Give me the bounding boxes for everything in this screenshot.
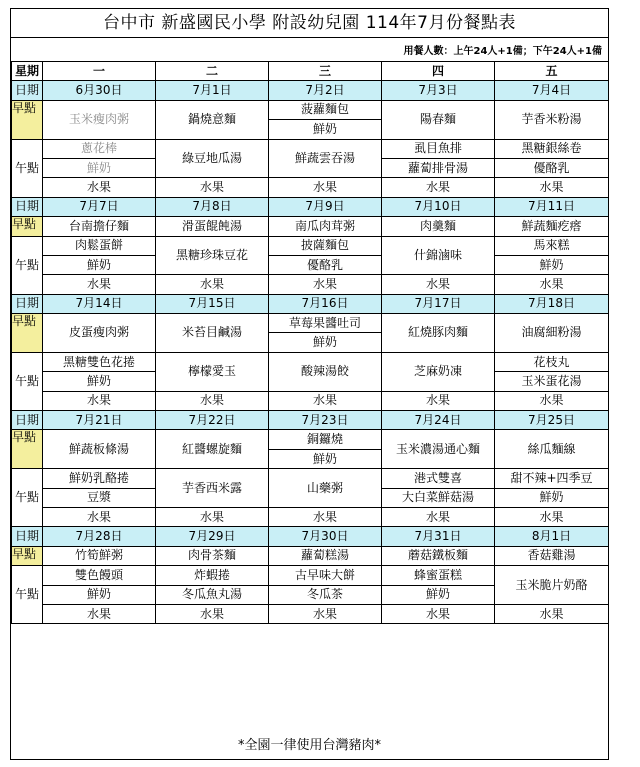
- lunch-item: 優酪乳: [269, 255, 382, 274]
- lunch-item: 水果: [495, 507, 609, 526]
- weekday-header-row: [12, 62, 609, 81]
- lunch-item: 港式雙喜: [382, 469, 495, 488]
- breakfast-label: 早點: [12, 217, 43, 236]
- lunch-item: 水果: [43, 604, 156, 623]
- lunch-item: 水果: [382, 391, 495, 410]
- weekday-label: 星期: [12, 62, 43, 81]
- lunch-item: 芋香西米露: [156, 469, 269, 508]
- menu-sheet: [10, 8, 609, 760]
- lunch-item: 酸辣湯餃: [269, 352, 382, 391]
- lunch-row: [12, 507, 609, 526]
- date-cell: 7月1日: [156, 81, 269, 100]
- breakfast-label: 早點: [12, 314, 43, 353]
- breakfast-item: 紅燒豚肉麵: [382, 314, 495, 353]
- lunch-item: 冬瓜魚丸湯: [156, 585, 269, 604]
- lunch-item: 芝麻奶凍: [382, 352, 495, 391]
- lunch-item: 水果: [269, 275, 382, 294]
- date-cell: 7月25日: [495, 411, 609, 430]
- lunch-item: 鮮奶: [43, 255, 156, 274]
- date-cell: 7月16日: [269, 294, 382, 313]
- breakfast-item: 蘑菇鐵板麵: [382, 546, 495, 565]
- breakfast-item: 米苔目鹹湯: [156, 314, 269, 353]
- lunch-item: 水果: [156, 604, 269, 623]
- lunch-item: 虱目魚排: [382, 139, 495, 158]
- lunch-label: 午點: [12, 236, 43, 294]
- lunch-item: 水果: [269, 604, 382, 623]
- breakfast-item: 鮮蔬麵疙瘩: [495, 217, 609, 236]
- lunch-item: 水果: [495, 275, 609, 294]
- lunch-row: [12, 275, 609, 294]
- lunch-item: 玉米脆片奶酪: [495, 566, 609, 605]
- date-cell: 8月1日: [495, 527, 609, 546]
- date-cell: 7月23日: [269, 411, 382, 430]
- breakfast-item: 皮蛋瘦肉粥: [43, 314, 156, 353]
- date-cell: 7月3日: [382, 81, 495, 100]
- date-label: 日期: [12, 81, 43, 100]
- date-row: [12, 527, 609, 546]
- lunch-item: 鮮奶乳酪捲: [43, 469, 156, 488]
- lunch-item: 肉鬆蛋餅: [43, 236, 156, 255]
- lunch-item: 水果: [382, 507, 495, 526]
- lunch-item: 優酪乳: [495, 158, 609, 177]
- lunch-item: 披薩麵包: [269, 236, 382, 255]
- date-cell: 7月21日: [43, 411, 156, 430]
- lunch-label: 午點: [12, 566, 43, 624]
- lunch-item: 什錦滷味: [382, 236, 495, 275]
- breakfast-item: 南瓜肉茸粥: [269, 217, 382, 236]
- breakfast-item: 鮮奶: [269, 333, 382, 352]
- lunch-item: 水果: [43, 178, 156, 197]
- breakfast-item: 鮮奶: [269, 449, 382, 468]
- lunch-item: 鮮奶: [495, 488, 609, 507]
- breakfast-item: 玉米瘦肉粥: [43, 100, 156, 139]
- lunch-item: 水果: [156, 178, 269, 197]
- lunch-item: 水果: [382, 275, 495, 294]
- lunch-item: 水果: [269, 507, 382, 526]
- footnote: *全園一律使用台灣豬肉*: [237, 738, 381, 753]
- lunch-item: 甜不辣+四季豆: [495, 469, 609, 488]
- date-cell: 7月30日: [269, 527, 382, 546]
- lunch-row: [12, 391, 609, 410]
- breakfast-item: 紅醬螺旋麵: [156, 430, 269, 469]
- weekday-tue: 二: [156, 62, 269, 81]
- date-label: 日期: [12, 294, 43, 313]
- lunch-item: 水果: [156, 275, 269, 294]
- menu-table: [11, 61, 609, 624]
- breakfast-item: 香菇雞湯: [495, 546, 609, 565]
- lunch-item: 水果: [43, 275, 156, 294]
- lunch-item: 黑糖雙色花捲: [43, 352, 156, 371]
- lunch-item: 鮮奶: [43, 158, 156, 177]
- lunch-row: [12, 352, 609, 371]
- lunch-item: 鮮奶: [43, 585, 156, 604]
- lunch-item: 水果: [269, 391, 382, 410]
- date-row: [12, 81, 609, 100]
- lunch-item: 雙色饅頭: [43, 566, 156, 585]
- lunch-item: 黑糖銀絲卷: [495, 139, 609, 158]
- lunch-item: 檸檬愛玉: [156, 352, 269, 391]
- breakfast-item: 菠蘿麵包: [269, 100, 382, 119]
- date-label: 日期: [12, 527, 43, 546]
- lunch-item: 山藥粥: [269, 469, 382, 508]
- lunch-label: 午點: [12, 469, 43, 527]
- breakfast-row: [12, 100, 609, 119]
- breakfast-label: 早點: [12, 546, 43, 565]
- breakfast-item: 蘿蔔糕湯: [269, 546, 382, 565]
- lunch-label: 午點: [12, 352, 43, 410]
- breakfast-item: 草莓果醬吐司: [269, 314, 382, 333]
- lunch-item: 炸蝦捲: [156, 566, 269, 585]
- lunch-item: 水果: [43, 507, 156, 526]
- date-cell: 7月9日: [269, 197, 382, 216]
- date-cell: 7月11日: [495, 197, 609, 216]
- lunch-item: 馬來糕: [495, 236, 609, 255]
- menu-table-body: [12, 62, 609, 624]
- lunch-label: 午點: [12, 139, 43, 197]
- breakfast-item: 絲瓜麵線: [495, 430, 609, 469]
- breakfast-item: 肉羹麵: [382, 217, 495, 236]
- breakfast-row: [12, 546, 609, 565]
- lunch-item: 綠豆地瓜湯: [156, 139, 269, 178]
- breakfast-label: 早點: [12, 430, 43, 469]
- date-row: [12, 294, 609, 313]
- lunch-item: 鮮蔬雲吞湯: [269, 139, 382, 178]
- lunch-item: 水果: [156, 391, 269, 410]
- breakfast-item: 鮮奶: [269, 120, 382, 139]
- breakfast-item: 滑蛋餛飩湯: [156, 217, 269, 236]
- breakfast-item: 陽春麵: [382, 100, 495, 139]
- meal-count: 用餐人數：上午24人+1備；下午24人+1備: [403, 46, 602, 57]
- breakfast-item: 油腐細粉湯: [495, 314, 609, 353]
- date-cell: 7月22日: [156, 411, 269, 430]
- breakfast-item: 竹筍鮮粥: [43, 546, 156, 565]
- lunch-row: [12, 236, 609, 255]
- lunch-item: 水果: [495, 178, 609, 197]
- breakfast-item: 銅鑼燒: [269, 430, 382, 449]
- lunch-row: [12, 566, 609, 585]
- breakfast-row: [12, 430, 609, 449]
- weekday-fri: 五: [495, 62, 609, 81]
- lunch-item: 水果: [382, 178, 495, 197]
- lunch-item: 水果: [495, 391, 609, 410]
- date-cell: 7月7日: [43, 197, 156, 216]
- breakfast-label: 早點: [12, 100, 43, 139]
- lunch-row: [12, 255, 609, 274]
- lunch-item: 鮮奶: [382, 585, 495, 604]
- weekday-wed: 三: [269, 62, 382, 81]
- lunch-item: 冬瓜茶: [269, 585, 382, 604]
- date-cell: 6月30日: [43, 81, 156, 100]
- lunch-item: 古早味大餅: [269, 566, 382, 585]
- breakfast-row: [12, 217, 609, 236]
- weekday-thu: 四: [382, 62, 495, 81]
- lunch-item: 蔥花棒: [43, 139, 156, 158]
- breakfast-item: 鮮蔬板條湯: [43, 430, 156, 469]
- lunch-item: 鮮奶: [495, 255, 609, 274]
- lunch-item: 花枝丸: [495, 352, 609, 371]
- date-cell: 7月17日: [382, 294, 495, 313]
- lunch-row: [12, 139, 609, 158]
- date-cell: 7月28日: [43, 527, 156, 546]
- lunch-item: 豆漿: [43, 488, 156, 507]
- lunch-item: 蘿蔔排骨湯: [382, 158, 495, 177]
- date-label: 日期: [12, 411, 43, 430]
- date-cell: 7月2日: [269, 81, 382, 100]
- date-cell: 7月14日: [43, 294, 156, 313]
- breakfast-item: 芋香米粉湯: [495, 100, 609, 139]
- lunch-row: [12, 178, 609, 197]
- lunch-item: 蜂蜜蛋糕: [382, 566, 495, 585]
- lunch-row: [12, 604, 609, 623]
- lunch-item: 水果: [382, 604, 495, 623]
- breakfast-item: 台南擔仔麵: [43, 217, 156, 236]
- date-cell: 7月15日: [156, 294, 269, 313]
- date-cell: 7月10日: [382, 197, 495, 216]
- date-cell: 7月29日: [156, 527, 269, 546]
- lunch-item: 鮮奶: [43, 372, 156, 391]
- lunch-item: 水果: [269, 178, 382, 197]
- breakfast-item: 鍋燒意麵: [156, 100, 269, 139]
- date-row: [12, 197, 609, 216]
- date-cell: 7月4日: [495, 81, 609, 100]
- lunch-item: 黑糖珍珠豆花: [156, 236, 269, 275]
- date-row: [12, 411, 609, 430]
- date-cell: 7月8日: [156, 197, 269, 216]
- date-cell: 7月18日: [495, 294, 609, 313]
- page-title: 台中市 新盛國民小學 附設幼兒園 114年7月份餐點表: [11, 9, 608, 38]
- lunch-item: 大白菜鮮菇湯: [382, 488, 495, 507]
- date-cell: 7月24日: [382, 411, 495, 430]
- lunch-row: [12, 469, 609, 488]
- breakfast-item: 玉米濃湯通心麵: [382, 430, 495, 469]
- lunch-item: 玉米蛋花湯: [495, 372, 609, 391]
- breakfast-item: 肉骨茶麵: [156, 546, 269, 565]
- date-cell: 7月31日: [382, 527, 495, 546]
- weekday-mon: 一: [43, 62, 156, 81]
- date-label: 日期: [12, 197, 43, 216]
- lunch-item: 水果: [495, 604, 609, 623]
- lunch-item: 水果: [43, 391, 156, 410]
- breakfast-row: [12, 314, 609, 333]
- lunch-item: 水果: [156, 507, 269, 526]
